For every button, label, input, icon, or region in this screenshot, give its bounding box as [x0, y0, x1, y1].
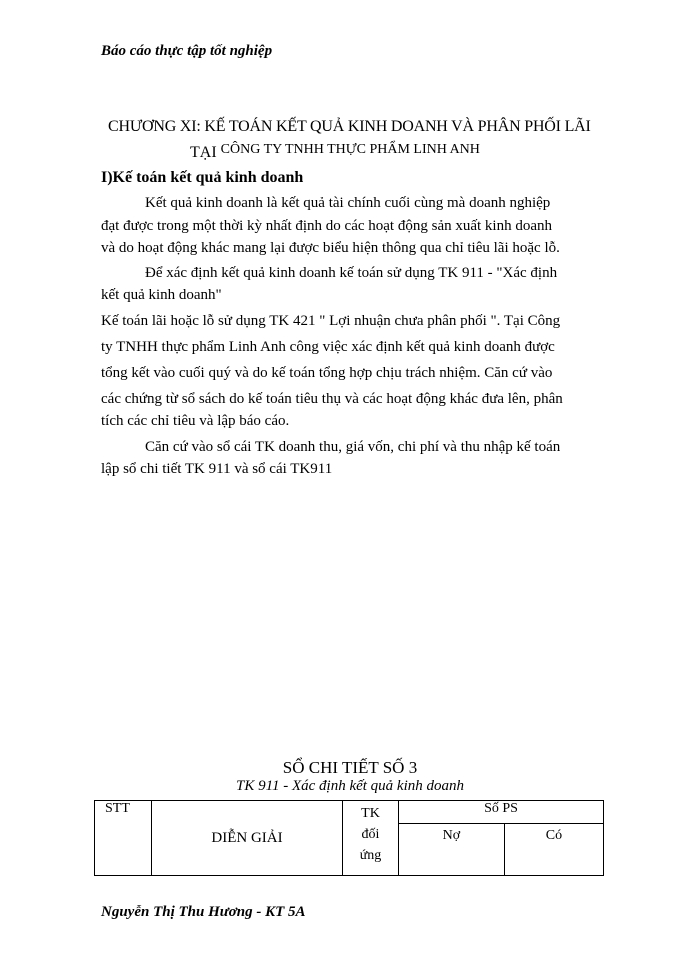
body-line: ty TNHH thực phẩm Linh Anh công việc xác định kết quả kinh doanh được	[101, 339, 555, 355]
col-dien-giai: DIỄN GIẢI	[152, 801, 343, 876]
body-line: kết quả kinh doanh"	[101, 287, 222, 303]
col-tk-line: TK	[361, 806, 380, 821]
body-line: lập sổ chi tiết TK 911 và sổ cái TK911	[101, 461, 333, 477]
ledger-title: SỔ CHI TIẾT SỐ 3	[282, 758, 418, 777]
col-stt: STT	[95, 801, 152, 876]
ledger-table	[94, 800, 604, 876]
col-tk-line: ứng	[359, 848, 382, 863]
body-line: đạt được trong một thời kỳ nhất định do các hoạt động sản xuất kinh doanh	[101, 218, 552, 234]
body-line: Kế toán lãi hoặc lỗ sử dụng TK 421 " Lợi nhuận chưa phân phối ". Tại Công	[101, 313, 561, 329]
body-line: tích các chỉ tiêu và lập báo cáo.	[101, 413, 290, 429]
body-line: Căn cứ vào sổ cái TK doanh thu, giá vốn, chi phí và thu nhập kế toán	[145, 439, 561, 455]
report-header: Báo cáo thực tập tốt nghiệp	[101, 43, 273, 59]
chapter-title-company: CÔNG TY TNHH THỰC PHẨM LINH ANH	[220, 142, 480, 157]
body-line: và do hoạt động khác mang lại được biểu hiện thông qua chỉ tiêu lãi hoặc lỗ.	[101, 240, 560, 256]
author-footer: Nguyễn Thị Thu Hương - KT 5A	[101, 904, 306, 920]
body-line: Để xác định kết quả kinh doanh kế toán sử dụng TK 911 - "Xác định	[145, 265, 558, 281]
chapter-title-prefix: TẠI	[190, 144, 217, 161]
chapter-title-line1: CHƯƠNG XI: KẾ TOÁN KẾT QUẢ KINH DOANH VÀ PHÂN PHỐI LÃI	[108, 118, 591, 135]
chapter-title-line2	[190, 142, 480, 162]
body-line: Kết quả kinh doanh là kết quả tài chính cuối cùng mà doanh nghiệp	[145, 195, 551, 211]
body-line: các chứng từ sổ sách do kế toán tiêu thụ và các hoạt động khác đưa lên, phân	[101, 391, 563, 407]
ledger-subtitle: TK 911 - Xác định kết quả kinh doanh	[235, 778, 465, 794]
col-no: Nợ	[399, 824, 505, 876]
col-co: Có	[504, 824, 603, 876]
col-tk-line: đối	[361, 827, 380, 842]
section-heading: I)Kế toán kết quả kinh doanh	[101, 169, 304, 186]
col-so-ps: Số PS	[399, 801, 604, 824]
body-line: tổng kết vào cuối quý và do kế toán tổng hợp chịu trách nhiệm. Căn cứ vào	[101, 365, 553, 381]
col-tk-doi-ung	[343, 801, 399, 876]
